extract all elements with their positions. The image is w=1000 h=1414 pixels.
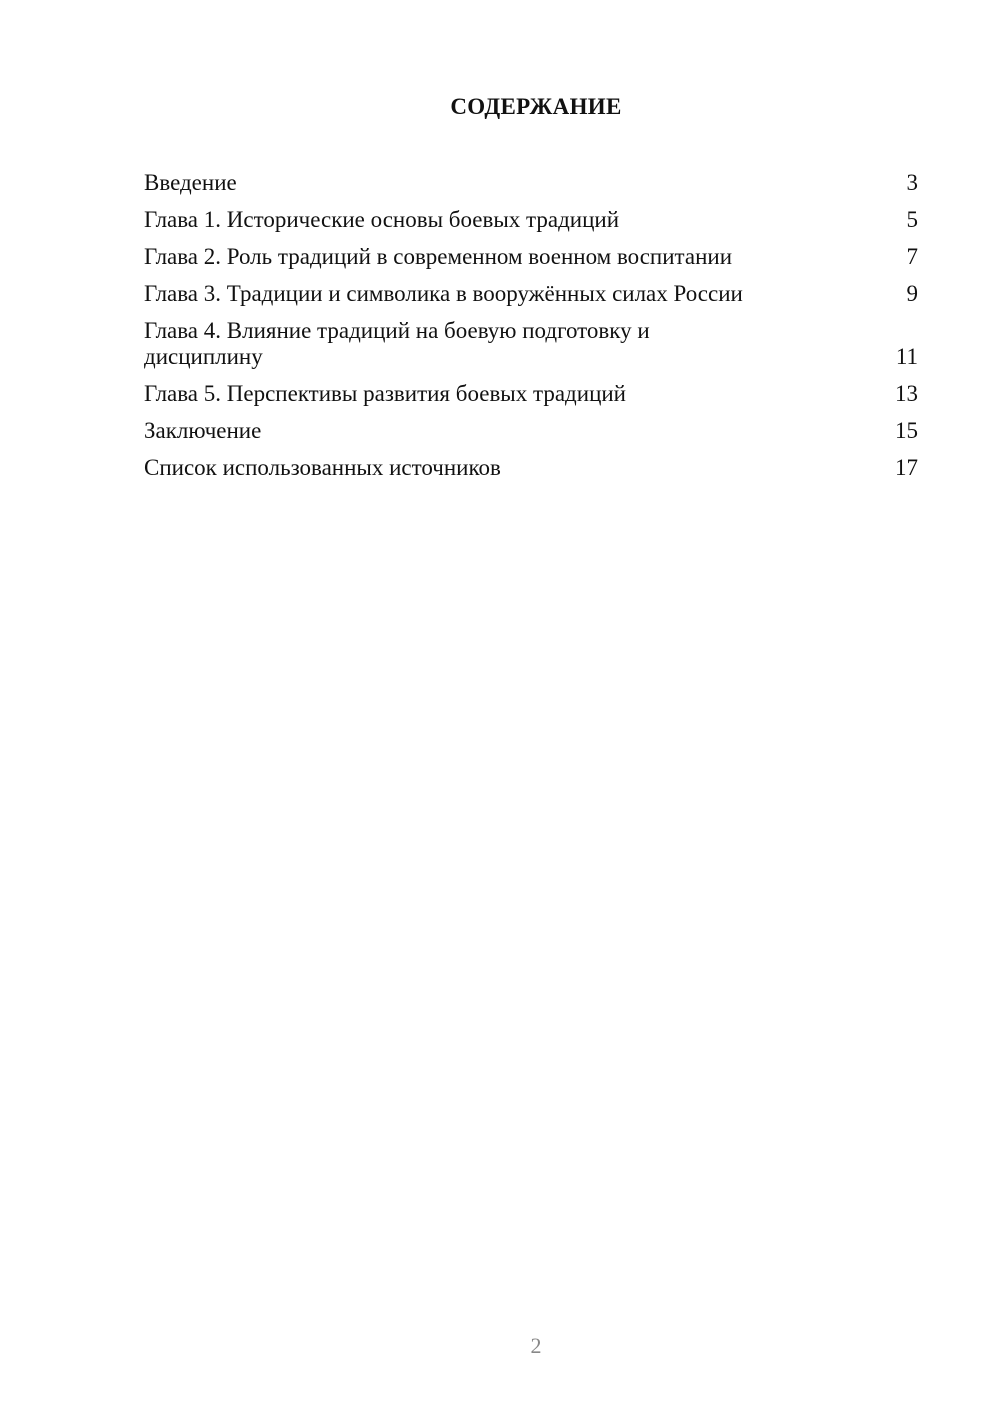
toc-entry-label: Глава 4. Влияние традиций на боевую подготовку и дисциплину <box>144 318 650 369</box>
toc-entry-page: 17 <box>895 455 918 480</box>
toc-entry-page: 3 <box>906 170 918 195</box>
toc-entry-label: Глава 1. Исторические основы боевых традиций <box>144 207 620 232</box>
toc-entry-page: 5 <box>906 207 918 232</box>
toc-entry-label: Глава 5. Перспективы развития боевых традиций <box>144 381 626 406</box>
toc-entry-chapter-4 <box>144 318 918 370</box>
toc-entry-page: 7 <box>906 244 918 269</box>
toc-entry-page: 9 <box>906 281 918 306</box>
toc-entry-page: 13 <box>895 381 918 406</box>
toc-entry-page: 15 <box>895 418 918 443</box>
table-of-contents <box>144 170 918 492</box>
toc-entry-chapter-1 <box>144 207 918 233</box>
toc-entry-introduction <box>144 170 918 196</box>
toc-entry-chapter-5 <box>144 381 918 407</box>
toc-entry-label: Заключение <box>144 418 262 443</box>
page-number: 2 <box>530 1333 542 1358</box>
toc-entry-label: Список использованных источников <box>144 455 501 480</box>
toc-entry-label: Глава 3. Традиции и символика в вооружённых силах России <box>144 281 743 306</box>
toc-title: СОДЕРЖАНИЕ <box>450 94 622 119</box>
toc-entry-conclusion <box>144 418 918 444</box>
toc-entry-chapter-2 <box>144 244 918 270</box>
toc-entry-label: Глава 2. Роль традиций в современном военном воспитании <box>144 244 733 269</box>
toc-entry-references <box>144 455 918 481</box>
toc-entry-label: Введение <box>144 170 237 195</box>
toc-entry-page: 11 <box>895 344 918 369</box>
toc-entry-chapter-3 <box>144 281 918 307</box>
